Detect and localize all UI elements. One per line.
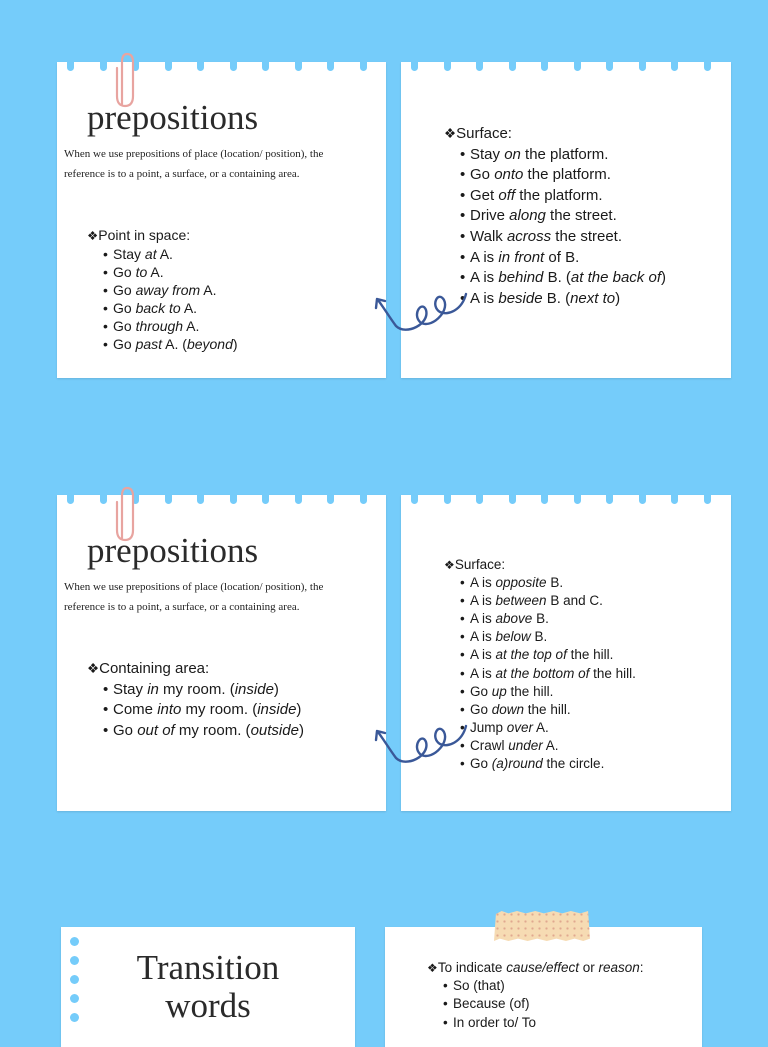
punch-hole: [262, 59, 269, 71]
punch-hole: [360, 59, 367, 71]
punch-hole: [197, 492, 204, 504]
punch-hole: [574, 492, 581, 504]
punch-hole: [541, 59, 548, 71]
punch-hole: [197, 59, 204, 71]
list-item: • A is between B and C.: [460, 592, 636, 610]
list-item: • Stay in my room. (inside): [103, 680, 304, 701]
section-heading: ❖Surface:: [444, 557, 506, 572]
list-item: • Go up the hill.: [460, 683, 636, 701]
squiggle-arrow-icon: [370, 286, 470, 342]
punch-hole: [262, 492, 269, 504]
punch-hole: [100, 492, 107, 504]
punch-hole: [606, 492, 613, 504]
list-item: • Stay on the platform.: [460, 145, 666, 166]
slide3-right-card: [385, 927, 702, 1047]
punch-hole: [444, 59, 451, 71]
list-item: • Drive along the street.: [460, 206, 666, 227]
list-item: • Walk across the street.: [460, 227, 666, 248]
list-item: • Go onto the platform.: [460, 165, 666, 186]
section-heading: ❖Containing area:: [87, 660, 210, 677]
list-item: • Go past A. (beyond): [103, 335, 238, 353]
punch-hole: [100, 59, 107, 71]
punch-hole: [541, 492, 548, 504]
surface-section: [444, 556, 636, 773]
diamond-bullet-icon: ❖: [444, 126, 457, 141]
perforation: [57, 62, 386, 74]
section-heading: ❖Surface:: [444, 125, 512, 142]
list-item: • Come into my room. (inside): [103, 700, 304, 721]
list-item: • Go through A.: [103, 317, 238, 335]
punch-hole: [671, 59, 678, 71]
list-item: • A is above B.: [460, 610, 636, 628]
punch-hole: [67, 59, 74, 71]
perforation: [401, 495, 731, 507]
description: When we use prepositions of place (location/ position), the reference is to a point, a surface, or a containing area.: [64, 581, 324, 613]
list-item: • Go down the hill.: [460, 701, 636, 719]
punch-hole: [165, 59, 172, 71]
page-title: Transition words: [136, 948, 280, 1025]
list-item: • Go back to A.: [103, 299, 238, 317]
punch-hole: [411, 492, 418, 504]
slide3-left-card: [61, 927, 355, 1047]
slide2-left-card: [57, 495, 386, 811]
list-item: • A is opposite B.: [460, 574, 636, 592]
surface-section: [444, 124, 666, 309]
punch-hole: [476, 59, 483, 71]
perforation: [57, 495, 386, 507]
perforation: [401, 62, 731, 74]
punch-hole: [165, 492, 172, 504]
point-in-space-section: [87, 226, 238, 353]
list-item: • In order to/ To: [443, 1014, 644, 1032]
punch-hole: [444, 492, 451, 504]
preposition-list: [444, 145, 666, 310]
list-item: • A is below B.: [460, 628, 636, 646]
page-title: prepositions: [87, 531, 259, 570]
list-item: • Go (a)round the circle.: [460, 755, 636, 773]
list-item: • Because (of): [443, 995, 644, 1013]
diamond-bullet-icon: ❖: [87, 229, 99, 243]
punch-hole: [411, 59, 418, 71]
preposition-list: [444, 574, 636, 773]
punch-hole: [295, 492, 302, 504]
punch-hole: [639, 59, 646, 71]
list-item: • A is behind B. (at the back of): [460, 268, 666, 289]
section-heading: ❖To indicate cause/effect or reason:: [427, 960, 644, 975]
punch-hole: [476, 492, 483, 504]
list-item: • So (that): [443, 977, 644, 995]
squiggle-arrow-icon: [370, 718, 470, 774]
punch-hole: [327, 59, 334, 71]
diamond-bullet-icon: ❖: [427, 961, 438, 975]
punch-hole: [327, 492, 334, 504]
punch-hole: [639, 492, 646, 504]
punch-hole: [606, 59, 613, 71]
list-item: • Jump over A.: [460, 719, 636, 737]
paperclip-icon: [112, 50, 138, 110]
cause-effect-section: [427, 959, 644, 1032]
list-item: • Go to A.: [103, 263, 238, 281]
page-title: prepositions: [87, 98, 259, 137]
list-item: • A is beside B. (next to): [460, 289, 666, 310]
punch-hole: [230, 492, 237, 504]
list-item: • A is at the bottom of the hill.: [460, 665, 636, 683]
punch-hole: [360, 492, 367, 504]
list-item: • Stay at A.: [103, 245, 238, 263]
punch-hole: [509, 59, 516, 71]
diamond-bullet-icon: ❖: [87, 661, 100, 676]
preposition-list: [87, 245, 238, 353]
diamond-bullet-icon: ❖: [444, 558, 455, 572]
punch-hole: [704, 59, 711, 71]
punch-hole: [671, 492, 678, 504]
description: When we use prepositions of place (location/ position), the reference is to a point, a surface, or a containing area.: [64, 148, 324, 180]
list-item: • A is at the top of the hill.: [460, 646, 636, 664]
punch-hole: [509, 492, 516, 504]
slide1-left-card: [57, 62, 386, 378]
punch-hole: [295, 59, 302, 71]
washi-tape: [494, 911, 590, 941]
containing-area-section: [87, 659, 304, 741]
list-item: • Get off the platform.: [460, 186, 666, 207]
punch-hole: [67, 492, 74, 504]
list-item: • Go out of my room. (outside): [103, 721, 304, 742]
section-heading: ❖Point in space:: [87, 227, 191, 243]
paperclip-icon: [112, 484, 138, 544]
punch-hole: [230, 59, 237, 71]
list-item: • Go away from A.: [103, 281, 238, 299]
list-item: • Crawl under A.: [460, 737, 636, 755]
punch-hole: [574, 59, 581, 71]
preposition-list: [87, 680, 304, 742]
list-item: • A is in front of B.: [460, 248, 666, 269]
punch-hole: [704, 492, 711, 504]
